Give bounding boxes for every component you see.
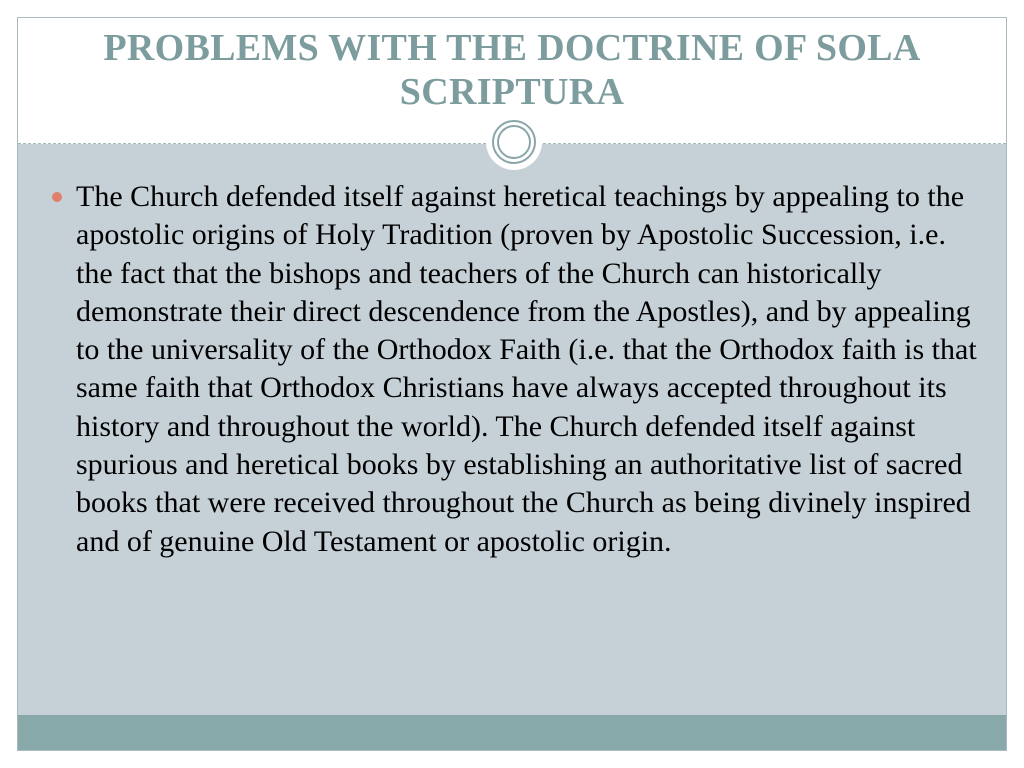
content-list [52,178,982,561]
slide-title: PROBLEMS WITH THE DOCTRINE OF SOLA SCRIPTURA [103,27,921,113]
slide [17,17,1007,751]
list-item [52,178,982,561]
ornament-ring [492,120,536,164]
circle-ornament-icon [486,114,542,170]
footer-bar [18,715,1006,750]
bullet-text: The Church defended itself against heretical teachings by appealing to the apostolic origins of Holy Tradition (proven by Apostolic Succession, i.e. the fact that the bishops and teachers of the Church can historically demonstrate their direct descendence from the Apostles), and by appealing to the universality of the Orthodox Faith (i.e. that the Orthodox faith is that same faith that Orthodox Christians have always accepted throughout its history and throughout the world). The Church defended itself against spurious and heretical books by establishing an authoritative list of sacred books that were received throughout the Church as being divinely inspired and of genuine Old Testament or apostolic origin. [76,180,977,558]
bullet-icon [52,192,62,202]
